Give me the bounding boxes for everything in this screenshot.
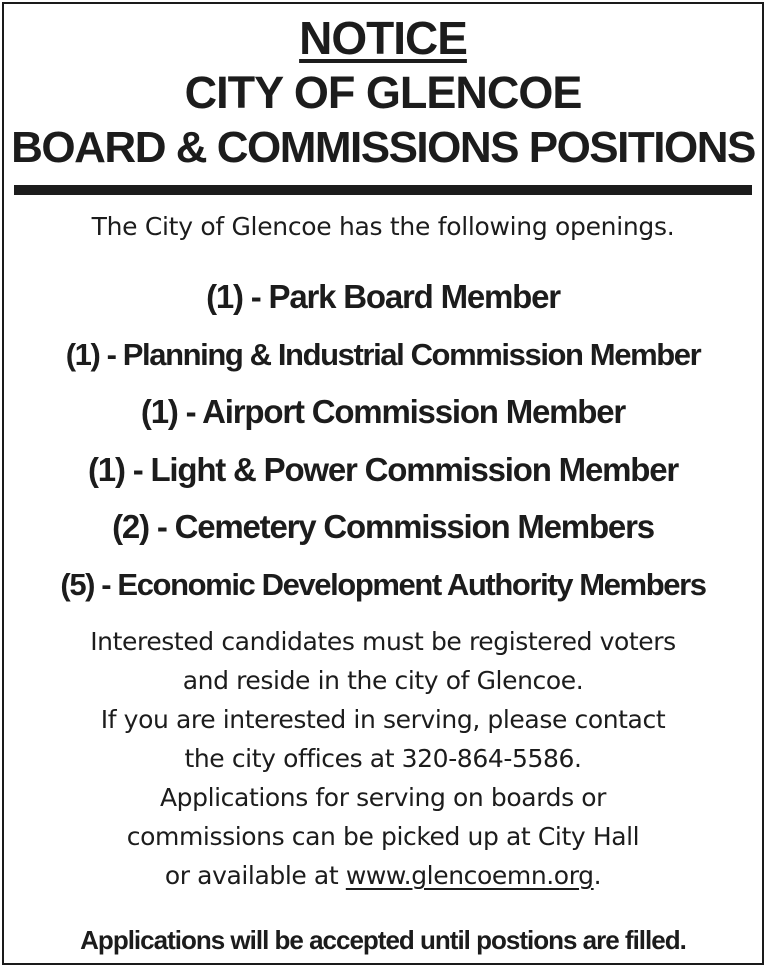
intro-text: The City of Glencoe has the following openings. [91, 212, 675, 241]
website-prefix: or available at [164, 861, 346, 890]
details-line: Applications for serving on boards or [159, 783, 607, 812]
footer-text: Applications will be accepted until postions are filled. [80, 925, 686, 955]
divider-rule [14, 185, 752, 195]
opening-eda: (5) - Economic Development Authority Members [60, 566, 706, 602]
details-line: Interested candidates must be registered voters [90, 627, 676, 656]
website-suffix: . [593, 861, 602, 890]
details-text [4, 622, 762, 895]
details-line-phone: the city offices at 320-864-5586. [184, 744, 582, 773]
opening-airport-commission: (1) - Airport Commission Member [140, 393, 626, 430]
website-link[interactable]: www.glencoemn.org [345, 861, 594, 890]
opening-planning-commission: (1) - Planning & Industrial Commission Member [65, 336, 701, 372]
opening-cemetery-commission: (2) - Cemetery Commission Members [112, 508, 654, 545]
details-line-website [4, 856, 762, 895]
details-line: commissions can be picked up at City Hall [126, 822, 640, 851]
details-line: If you are interested in serving, please contact [100, 705, 666, 734]
city-heading: CITY OF GLENCOE [184, 67, 582, 118]
details-line: and reside in the city of Glencoe. [182, 666, 584, 695]
board-heading: BOARD & COMMISSIONS POSITIONS [11, 123, 755, 172]
opening-park-board: (1) - Park Board Member [206, 278, 560, 315]
notice-heading: NOTICE [299, 12, 467, 64]
openings-list [4, 268, 762, 613]
notice-ad [2, 2, 764, 965]
opening-light-power-commission: (1) - Light & Power Commission Member [88, 450, 678, 488]
